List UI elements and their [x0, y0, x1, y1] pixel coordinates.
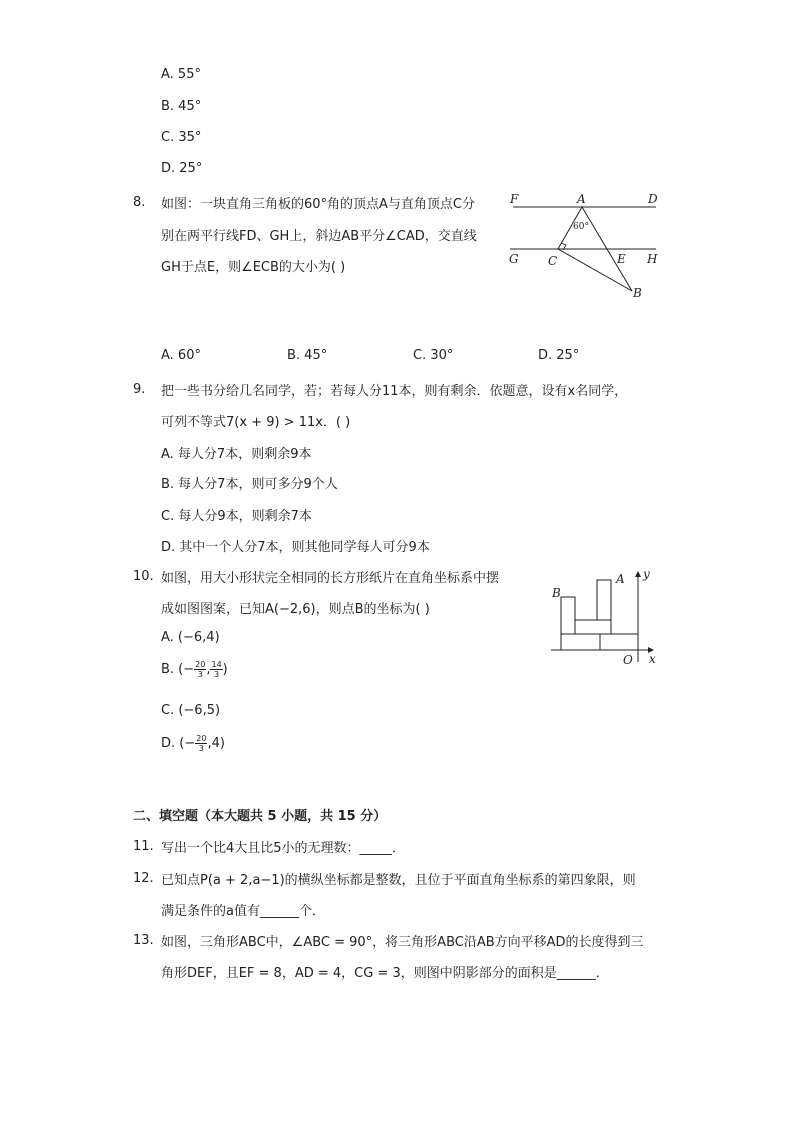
q8-text-line3: GH于点E，则∠ECB的大小为( ): [161, 260, 346, 275]
rect-bottom-right: [600, 634, 638, 650]
label-h: H: [647, 252, 658, 266]
label-f: F: [510, 192, 519, 206]
label-o: O: [623, 653, 633, 667]
rect-right-vertical: [597, 580, 611, 620]
q9-text-line1: 把一些书分给几名同学，若；若每人分11本，则有剩余．依题意，设有x名同学，: [161, 384, 628, 399]
label-c: C: [548, 254, 558, 268]
q12-text-line2: 满足条件的a值有______个．: [161, 904, 325, 919]
fraction-14-3: [210, 660, 222, 679]
q7-option-c: C. 35°: [161, 130, 202, 145]
label-angle-60: 60°: [573, 222, 589, 232]
q11-text: 写出一个比4大且比5小的无理数：_____．: [161, 841, 406, 856]
label-a: A: [577, 192, 586, 206]
label-a: A: [616, 572, 625, 586]
label-d: D: [648, 192, 658, 206]
rect-bottom-left: [561, 634, 600, 650]
q7-option-b: B. 45°: [161, 99, 202, 114]
fraction-20-3: [194, 660, 206, 679]
y-axis-arrow: [635, 571, 641, 577]
q8-option-b: B. 45°: [287, 348, 328, 363]
label-x: x: [649, 652, 656, 666]
fraction-20-3: [195, 734, 207, 753]
frac-num: 20: [195, 660, 206, 669]
q9-option-c: C. 每人分9本，则剩余7本: [161, 509, 312, 524]
label-y: y: [643, 567, 650, 581]
q13-text-line1: 如图，三角形ABC中，∠ABC = 90°，将三角形ABC沿AB方向平移AD的长度得到三: [161, 935, 644, 950]
q8-figure: [500, 186, 670, 304]
q10-option-c: C. (−6,5): [161, 703, 221, 718]
q10-option-d-prefix: D. (−: [161, 736, 196, 751]
q10-text-line2: 成如图图案，已知A(−2,6)，则点B的坐标为( ): [161, 602, 430, 617]
q10-text-line1: 如图，用大小形状完全相同的长方形纸片在直角坐标系中摆: [161, 571, 500, 586]
label-g: G: [509, 252, 519, 266]
frac-num: 20: [196, 734, 207, 743]
label-b: B: [633, 286, 642, 300]
q12-number: 12.: [133, 871, 154, 886]
frac-den: 3: [214, 670, 220, 679]
label-b: B: [552, 586, 561, 600]
q10-figure: [546, 566, 664, 670]
q8-text-line2: 别在两平行线FD、GH上，斜边AB平分∠CAD，交直线: [161, 229, 477, 244]
q10-option-b-prefix: B. (−: [161, 662, 195, 677]
q8-text-line1: 如图：一块直角三角板的60°角的顶点A与直角顶点C分: [161, 197, 476, 212]
q10-option-d: [161, 734, 225, 753]
q13-number: 13.: [133, 933, 154, 948]
frac-den: 3: [197, 670, 203, 679]
q8-option-d: D. 25°: [538, 348, 580, 363]
q9-option-b: B. 每人分7本，则可多分9个人: [161, 477, 338, 492]
frac-den: 3: [198, 744, 204, 753]
q7-option-d: D. 25°: [161, 161, 203, 176]
q10-option-d-suffix: ,4): [207, 736, 225, 751]
label-e: E: [617, 252, 626, 266]
q8-number: 8.: [133, 195, 146, 210]
q9-option-d: D. 其中一个人分7本，则其他同学每人可分9本: [161, 540, 430, 555]
q12-text-line1: 已知点P(a + 2,a−1)的横纵坐标都是整数，且位于平面直角坐标系的第四象限，则: [161, 873, 636, 888]
q8-option-a: A. 60°: [161, 348, 201, 363]
rect-middle-horizontal: [575, 620, 611, 634]
q7-option-a: A. 55°: [161, 67, 201, 82]
q9-number: 9.: [133, 382, 146, 397]
q10-option-a: A. (−6,4): [161, 630, 220, 645]
rect-left-vertical: [561, 597, 575, 634]
q10-number: 10.: [133, 569, 154, 584]
q10-option-b-suffix: ): [222, 662, 228, 677]
q8-option-c: C. 30°: [413, 348, 454, 363]
q9-text-line2: 可列不等式7(x + 9) > 11x．( ): [161, 415, 351, 430]
q13-text-line2: 角形DEF，且EF = 8，AD = 4，CG = 3，则图中阴影部分的面积是______．: [161, 966, 609, 981]
section-heading: 二、填空题（本大题共 5 小题，共 15 分）: [133, 809, 387, 824]
q11-number: 11.: [133, 839, 154, 854]
q9-option-a: A. 每人分7本，则剩余9本: [161, 447, 312, 462]
frac-num: 14: [211, 660, 222, 669]
q10-option-b: B. (− $\frac{20}{3}$ , $\frac{14}{3}$ ): [161, 660, 228, 679]
